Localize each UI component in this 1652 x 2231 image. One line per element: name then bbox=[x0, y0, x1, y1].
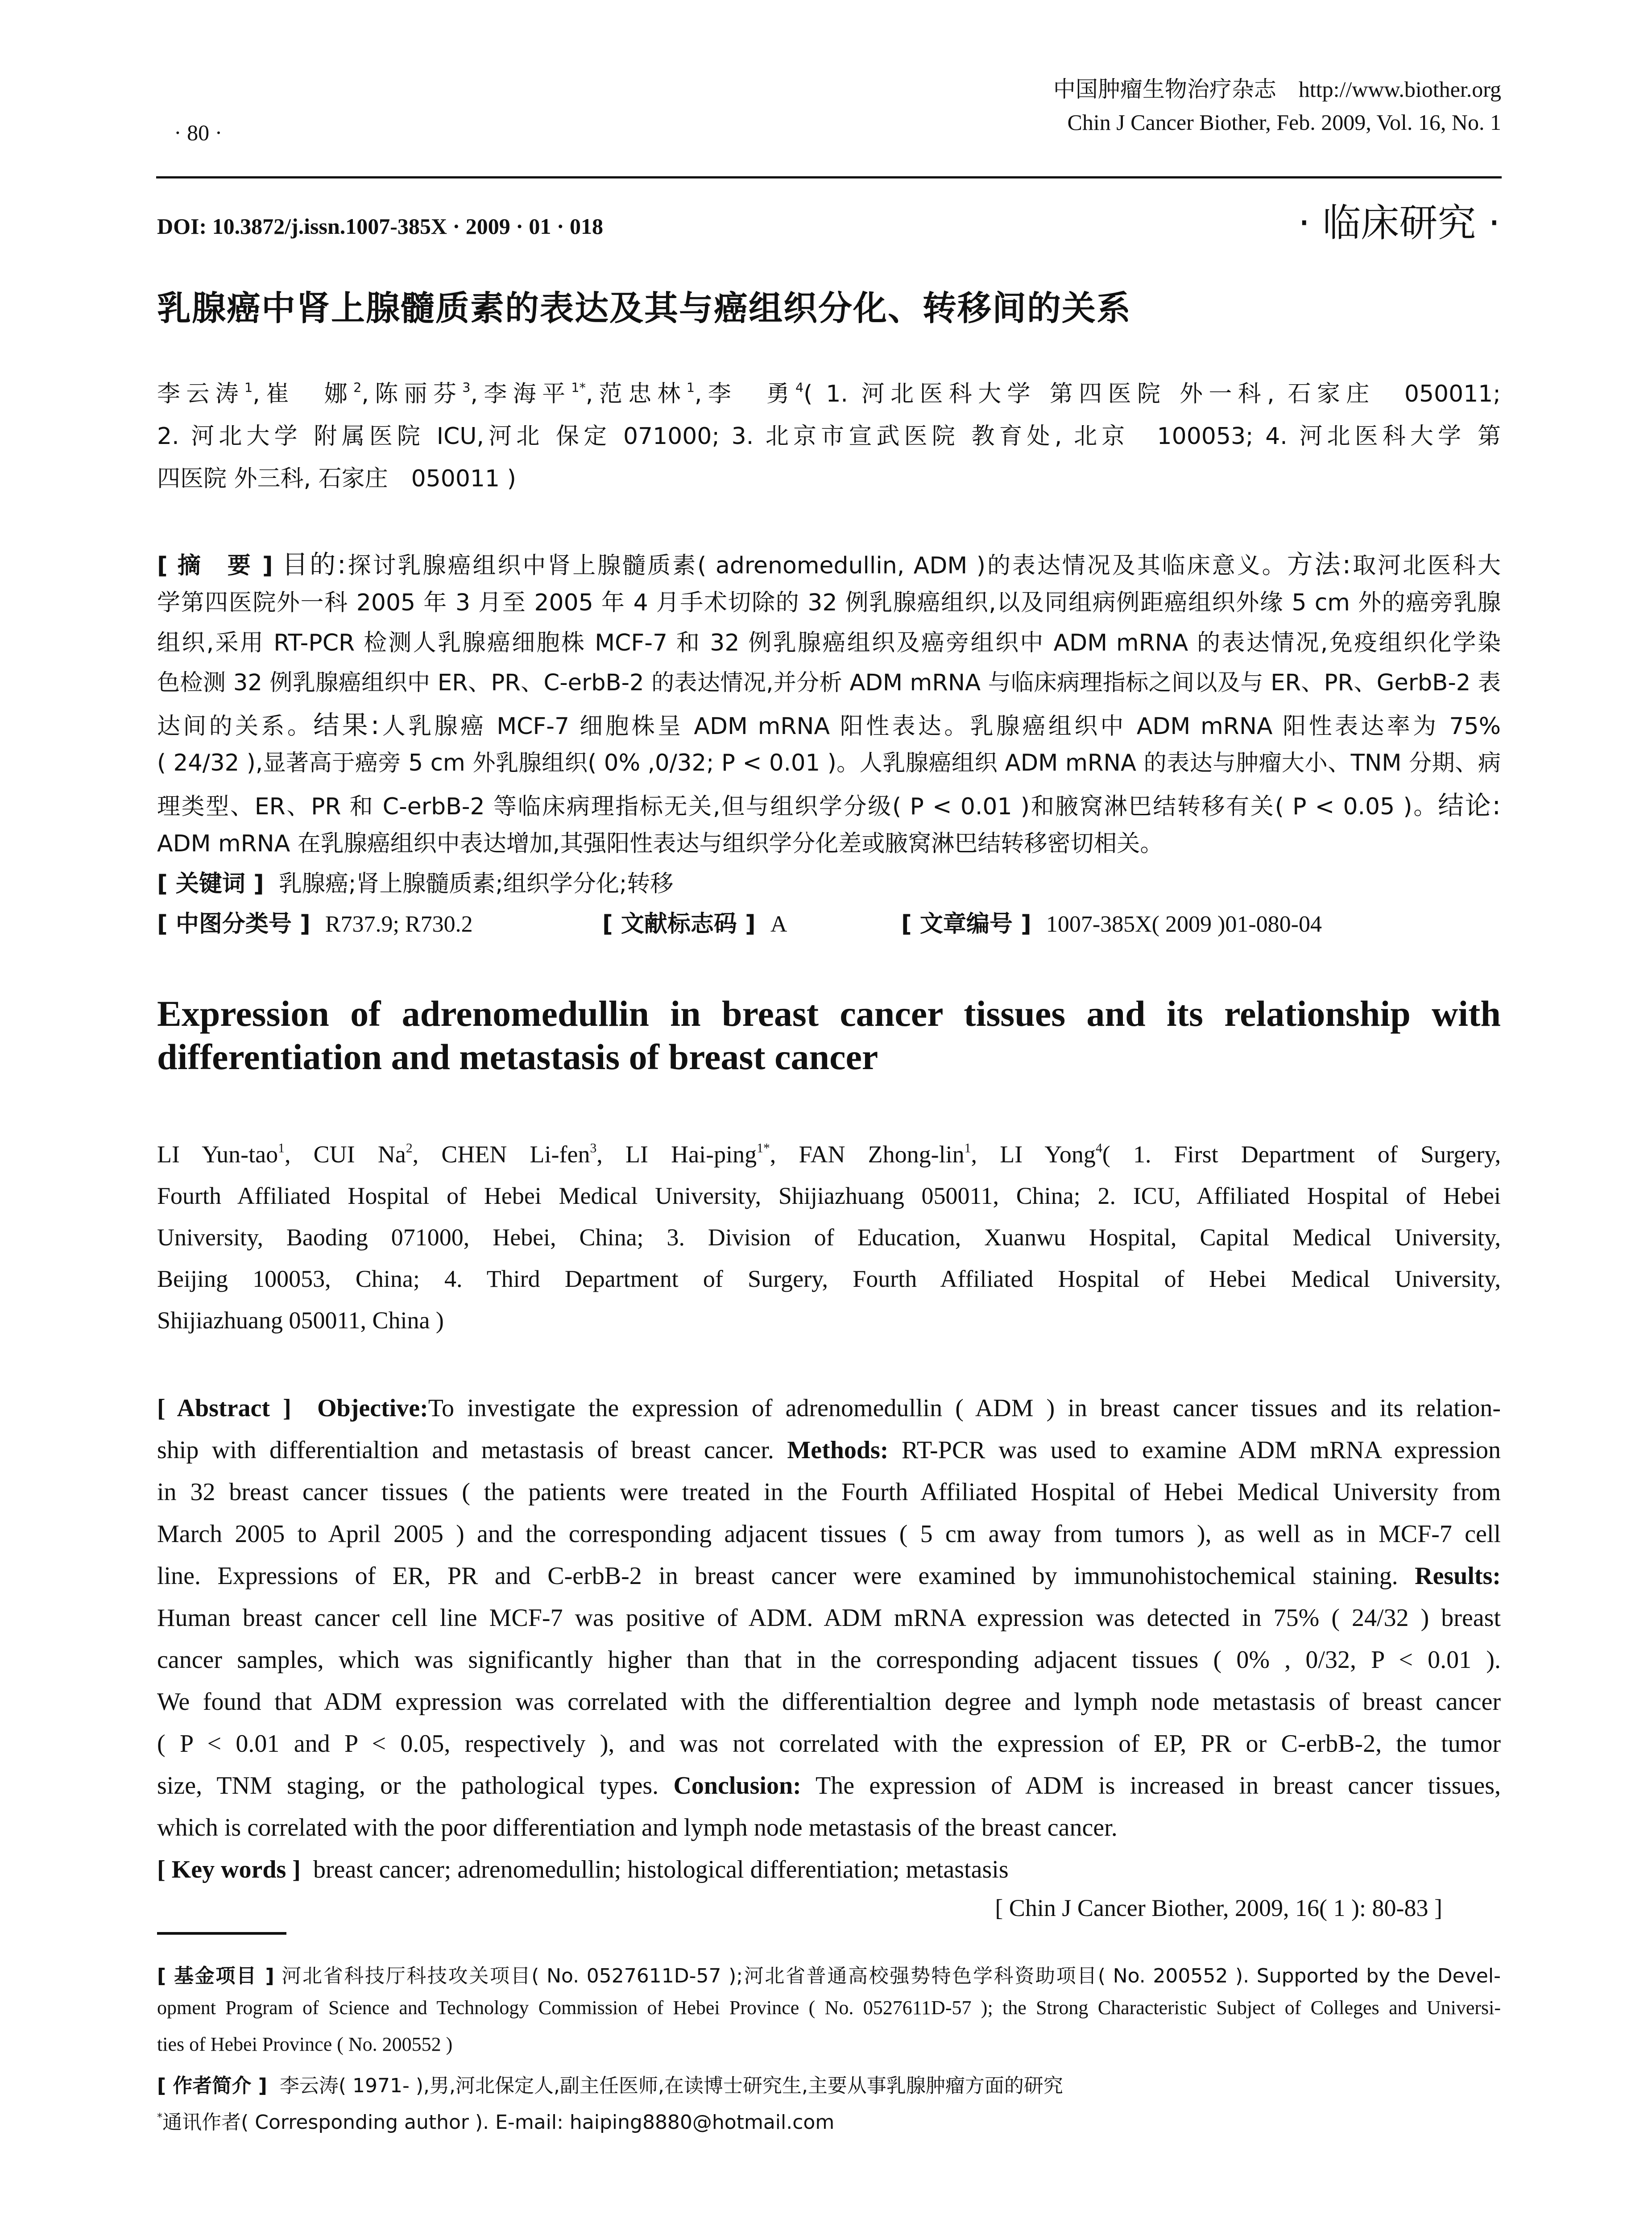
methods-label-en: Methods: bbox=[787, 1436, 889, 1464]
author-cn: 陈丽芬$^3$ bbox=[368, 380, 471, 407]
clc-value: R737.9; R730.2 bbox=[325, 912, 473, 937]
abstract-en-line4: March 2005 to April 2005 ) and the corresponding adjacent tissues ( 5 cm away from tumors ), as well as in MCF-7 cell bbox=[157, 1520, 1501, 1548]
results-label-en: Results: bbox=[1415, 1562, 1501, 1590]
fund-line1 bbox=[157, 1960, 1501, 1988]
abstract-cn-text: 探讨乳腺癌组织中肾上腺髓质素( adrenomedullin, ADM )的表达情况及其临床意义。 bbox=[346, 552, 1287, 579]
author-en: LI Hai-ping$^{1*}$ bbox=[625, 1141, 770, 1168]
keywords-cn bbox=[157, 865, 1501, 898]
abstract-en-label: [ Abstract ] bbox=[157, 1394, 291, 1422]
objective-label-cn: 目的: bbox=[282, 549, 346, 580]
affiliation-en-line4: Beijing 100053, China; 4. Third Department of Surgery, Fourth Affiliated Hospital of Hebei Medical University, bbox=[157, 1265, 1501, 1292]
author-en: FAN Zhong-lin$^1$ bbox=[799, 1141, 971, 1168]
author-cn: 李 勇$^4$ bbox=[702, 380, 804, 407]
affiliation-cn: ( 1. 河北医科大学 第四医院 外一科, 石家庄 050011; bbox=[803, 381, 1501, 407]
fund-line2: opment Program of Science and Technology Commission of Hebei Province ( No. 0527611D-57 ); the Strong Characteristic Subject of Colleges and Universi- bbox=[157, 1997, 1501, 2019]
header-rule bbox=[156, 176, 1502, 178]
corresponding-mark: * bbox=[157, 2111, 163, 2123]
page-number: · 80 · bbox=[174, 120, 223, 145]
conclusion-label-cn: 结论: bbox=[1438, 790, 1501, 821]
article-number-label: [ 文章编号 ] bbox=[901, 911, 1031, 937]
author-bio-label: [ 作者简介 ] bbox=[157, 2074, 267, 2097]
abstract-en-text: To investigate the expression of adrenomedullin ( ADM ) in breast cancer tissues and its relation- bbox=[428, 1394, 1501, 1422]
doc-code-label: [ 文献标志码 ] bbox=[602, 911, 756, 937]
abstract-cn-line2: 学第四医院外一科 2005 年 3 月至 2005 年 4 月手术切除的 32 例乳腺癌组织,以及同组病例距癌组织外缘 5 cm 外的癌旁乳腺 bbox=[157, 589, 1501, 616]
abstract-cn-line8: ADM mRNA 在乳腺癌组织中表达增加,其强阳性表达与组织学分化差或腋窝淋巴结转移密切相关。 bbox=[157, 830, 1163, 857]
footnote-rule bbox=[157, 1932, 286, 1935]
doc-code-value: A bbox=[770, 912, 787, 937]
author-cn: 范忠林$^1$ bbox=[593, 380, 695, 407]
abstract-cn-line7 bbox=[157, 784, 1501, 822]
abstract-en-line7: cancer samples, which was significantly higher than that in the corresponding adjacent tissues ( 0% , 0/32, P < 0.01 ). bbox=[157, 1646, 1501, 1674]
abstract-en-line9: ( P < 0.01 and P < 0.05, respectively ), and was not correlated with the expression of EP, PR or C-erbB-2, the tumor bbox=[157, 1730, 1501, 1758]
abstract-en-text: ship with differentialtion and metastasis of breast cancer. bbox=[157, 1436, 774, 1464]
keywords-en-value: breast cancer; adrenomedullin; histological differentiation; metastasis bbox=[313, 1856, 1009, 1883]
title-cn: 乳腺癌中肾上腺髓质素的表达及其与癌组织分化、转移间的关系 bbox=[157, 288, 1131, 328]
author-en: CHEN Li-fen$^3$ bbox=[441, 1141, 597, 1168]
abstract-en-line2 bbox=[157, 1436, 1501, 1464]
abstract-en-line8: We found that ADM expression was correlated with the differentialtion degree and lymph node metastasis of breast cancer bbox=[157, 1688, 1501, 1716]
abstract-en-line6: Human breast cancer cell line MCF-7 was positive of ADM. ADM mRNA expression was detected in 75% ( 24/32 ) breast bbox=[157, 1604, 1501, 1632]
authors-cn-line1: 李云涛$^1$,崔 娜$^2$,陈丽芬$^3$,李海平$^{1*}$,范忠林$^1$,李 勇$^4$( 1. 河北医科大学 第四医院 外一科, 石家庄 050011; bbox=[157, 380, 1501, 407]
article-number-value: 1007-385X( 2009 )01-080-04 bbox=[1046, 912, 1322, 937]
abstract-en-line5 bbox=[157, 1562, 1501, 1590]
corresponding-text[interactable]: 通讯作者( Corresponding author ). E-mail: haiping8880@hotmail.com bbox=[162, 2111, 835, 2134]
keywords-en-label: [ Key words ] bbox=[157, 1856, 301, 1883]
title-en-line2: differentiation and metastasis of breast cancer bbox=[157, 1037, 878, 1077]
abstract-en-text: line. Expressions of ER, PR and C-erbB-2 in breast cancer were examined by immunohistochemical staining. bbox=[157, 1562, 1398, 1590]
abstract-en-text: size, TNM staging, or the pathological types. bbox=[157, 1772, 659, 1800]
objective-label-en: Objective: bbox=[317, 1394, 428, 1422]
fund-text: 河北省科技厅科技攻关项目( No. 0527611D-57 );河北省普通高校强势特色学科资助项目( No. 200552 ). Supported by the Devel- bbox=[282, 1965, 1501, 1987]
abstract-en-line11: which is correlated with the poor differentiation and lymph node metastasis of the breast cancer. bbox=[157, 1814, 1118, 1841]
author-bio bbox=[157, 2069, 1501, 2098]
affiliation-cn-line2: 2. 河北大学 附属医院 ICU,河北 保定 071000; 3. 北京市宣武医院 教育处, 北京 100053; 4. 河北医科大学 第 bbox=[157, 423, 1501, 450]
affiliation-en-line3: University, Baoding 071000, Hebei, China; 3. Division of Education, Xuanwu Hospital, Capital Medical University, bbox=[157, 1224, 1501, 1251]
clc-number bbox=[157, 905, 473, 938]
doi[interactable]: DOI: 10.3872/j.issn.1007-385X · 2009 · 01 · 018 bbox=[157, 214, 604, 239]
methods-label-cn: 方法: bbox=[1287, 549, 1351, 580]
abstract-en-text: RT-PCR was used to examine ADM mRNA expression bbox=[901, 1436, 1501, 1464]
results-label-cn: 结果: bbox=[313, 710, 380, 740]
affiliation-en-line5: Shijiazhuang 050011, China ) bbox=[157, 1307, 444, 1334]
affiliation-cn-line3: 四医院 外三科, 石家庄 050011 ) bbox=[157, 465, 516, 492]
keywords-en bbox=[157, 1855, 1501, 1884]
author-en: LI Yun-tao$^1$ bbox=[157, 1141, 285, 1168]
corresponding-author bbox=[157, 2106, 1501, 2135]
abstract-en-line3: in 32 breast cancer tissues ( the patients were treated in the Fourth Affiliated Hospital of Hebei Medical University from bbox=[157, 1478, 1501, 1506]
abstract-cn-line6: ( 24/32 ),显著高于癌旁 5 cm 外乳腺组织( 0% ,0/32; P < 0.01 )。人乳腺癌组织 ADM mRNA 的表达与肿瘤大小、TNM 分期、病 bbox=[157, 750, 1501, 776]
keywords-cn-label: [ 关键词 ] bbox=[157, 871, 264, 897]
title-en-line1: Expression of adrenomedullin in breast cancer tissues and its relationship with bbox=[157, 993, 1501, 1034]
keywords-cn-value: 乳腺癌;肾上腺髓质素;组织学分化;转移 bbox=[278, 871, 674, 897]
abstract-cn-line3: 组织,采用 RT-PCR 检测人乳腺癌细胞株 MCF-7 和 32 例乳腺癌组织及癌旁组织中 ADM mRNA 的表达情况,免疫组织化学染 bbox=[157, 630, 1501, 656]
abstract-cn-text: 人乳腺癌 MCF-7 细胞株呈 ADM mRNA 阳性表达。乳腺癌组织中 ADM mRNA 阳性表达率为 75% bbox=[379, 713, 1501, 740]
document-code bbox=[602, 905, 787, 938]
abstract-en-line1 bbox=[157, 1394, 1501, 1422]
affiliation-en: ( 1. First Department of Surgery, bbox=[1102, 1141, 1501, 1168]
author-cn: 李海平$^{1*}$ bbox=[478, 380, 586, 407]
abstract-en-text: The expression of ADM is increased in breast cancer tissues, bbox=[816, 1772, 1501, 1800]
abstract-cn-label: [ 摘 要 ] bbox=[157, 552, 273, 579]
author-cn: 李云涛$^1$ bbox=[157, 380, 253, 407]
section-tag: · 临床研究 · bbox=[1298, 201, 1500, 245]
authors-en-line1: LI Yun-tao$^1$, CUI Na$^2$, CHEN Li-fen$^3$, LI Hai-ping$^{1*}$, FAN Zhong-lin$^1$, LI Yong$^4$( 1. First Department of Surgery, bbox=[157, 1141, 1501, 1168]
abstract-cn-line4: 色检测 32 例乳腺癌组织中 ER、PR、C-erbB-2 的表达情况,并分析 ADM mRNA 与临床病理指标之间以及与 ER、PR、GerbB-2 表 bbox=[157, 670, 1501, 696]
abstract-cn-line5 bbox=[157, 704, 1501, 742]
clc-label: [ 中图分类号 ] bbox=[157, 911, 311, 937]
author-en: LI Yong$^4$ bbox=[1000, 1141, 1102, 1168]
abstract-en-line10 bbox=[157, 1771, 1501, 1800]
citation: [ Chin J Cancer Biother, 2009, 16( 1 ): 80-83 ] bbox=[995, 1895, 1442, 1921]
abstract-cn-text: 达间的关系。 bbox=[157, 713, 314, 740]
author-bio-text: 李云涛( 1971- ),男,河北保定人,副主任医师,在读博士研究生,主要从事乳腺肿瘤方面的研究 bbox=[279, 2074, 1063, 2097]
journal-header-en: Chin J Cancer Biother, Feb. 2009, Vol. 16, No. 1 bbox=[1067, 110, 1501, 135]
author-cn: 崔 娜$^2$ bbox=[260, 380, 362, 407]
abstract-cn-line1 bbox=[157, 543, 1501, 581]
abstract-cn-text: 取河北医科大 bbox=[1351, 552, 1501, 579]
fund-line3: ties of Hebei Province ( No. 200552 ) bbox=[157, 2033, 453, 2055]
journal-header-cn: 中国肿瘤生物治疗杂志 http://www.biother.org bbox=[1053, 77, 1501, 102]
author-en: CUI Na$^2$ bbox=[313, 1141, 413, 1168]
abstract-cn-text: 理类型、ER、PR 和 C-erbB-2 等临床病理指标无关,但与组织学分级( P < 0.01 )和腋窝淋巴结转移有关( P < 0.05 )。 bbox=[157, 793, 1438, 820]
affiliation-en-line2: Fourth Affiliated Hospital of Hebei Medical University, Shijiazhuang 050011, China; 2. ICU, Affiliated Hospital of Hebei bbox=[157, 1182, 1501, 1209]
conclusion-label-en: Conclusion: bbox=[673, 1772, 801, 1800]
article-number bbox=[901, 905, 1322, 938]
fund-label: [ 基金项目 ] bbox=[157, 1965, 274, 1987]
